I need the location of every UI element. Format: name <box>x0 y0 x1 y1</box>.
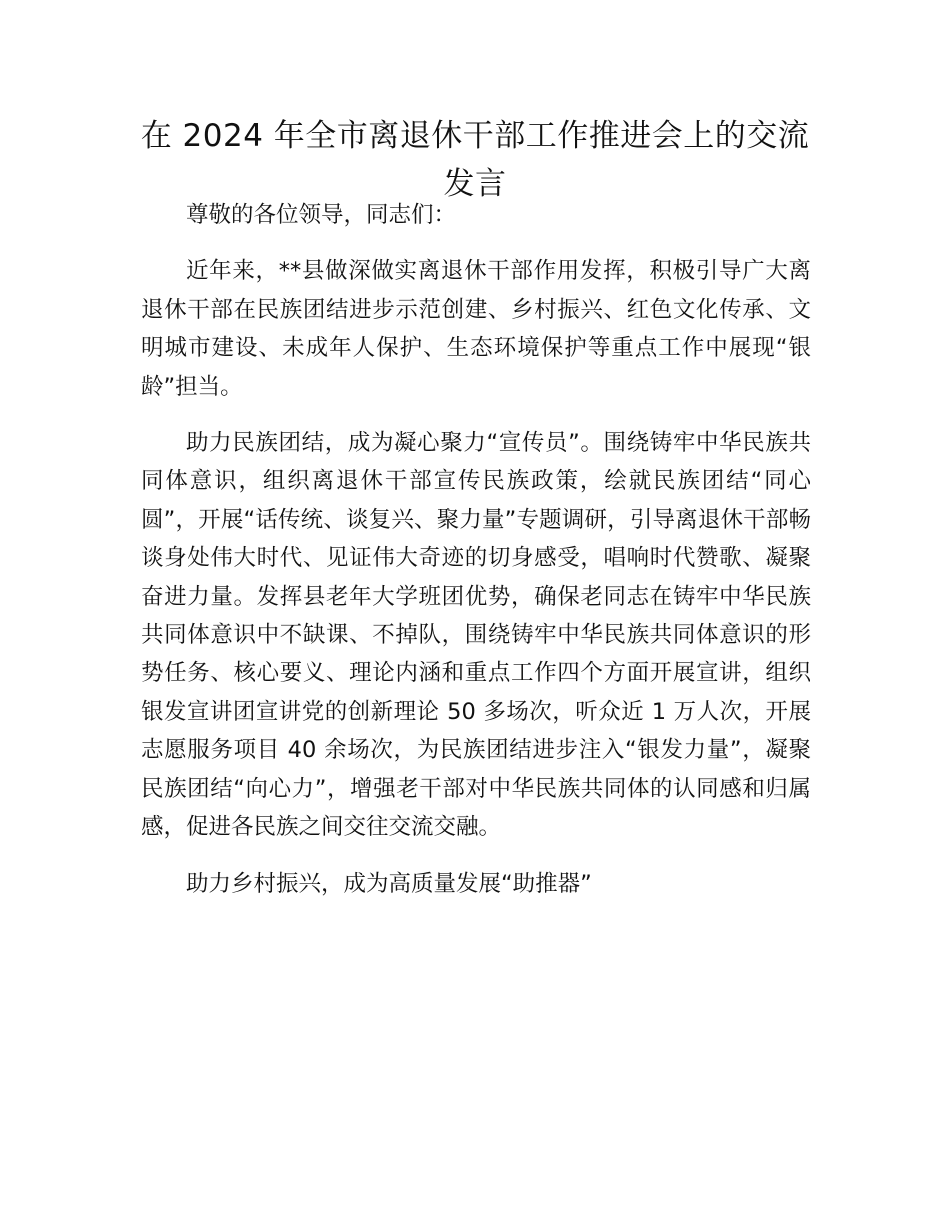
paragraph-intro: 近年来，**县做深做实离退休干部作用发挥，积极引导广大离退休干部在民族团结进步示范创建、乡村振兴、红色文化传承、文明城市建设、未成年人保护、生态环境保护等重点工作中展现“银龄”担当。 <box>141 258 811 400</box>
paragraph-rural-revitalization: 助力乡村振兴，成为高质量发展“助推器” <box>186 870 592 897</box>
document-body <box>141 196 811 921</box>
paragraph-ethnic-unity: 助力民族团结，成为凝心聚力“宣传员”。围绕铸牢中华民族共同体意识，组织离退休干部宣传民族政策，绘就民族团结“同心圆”，开展“话传统、谈复兴、聚力量”专题调研，引导离退休干部畅谈身处伟大时代、见证伟大奇迹的切身感受，唱响时代赞歌、凝聚奋进力量。发挥县老年大学班团优势，确保老同志在铸牢中华民族共同体意识中不缺课、不掉队，围绕铸牢中华民族共同体意识的形势任务、核心要义、理论内涵和重点工作四个方面开展宣讲，组织银发宣讲团宣讲党的创新理论 50 多场次，听众近 1 万人次，开展志愿服务项目 40 余场次，为民族团结进步注入“银发力量”，凝聚民族团结“向心力”，增强老干部对中华民族共同体的认同感和归属感，促进各民族之间交往交流交融。 <box>141 430 811 841</box>
salutation: 尊敬的各位领导，同志们： <box>186 202 457 228</box>
document-title: 在 2024 年全市离退休干部工作推进会上的交流发言 <box>140 118 810 202</box>
